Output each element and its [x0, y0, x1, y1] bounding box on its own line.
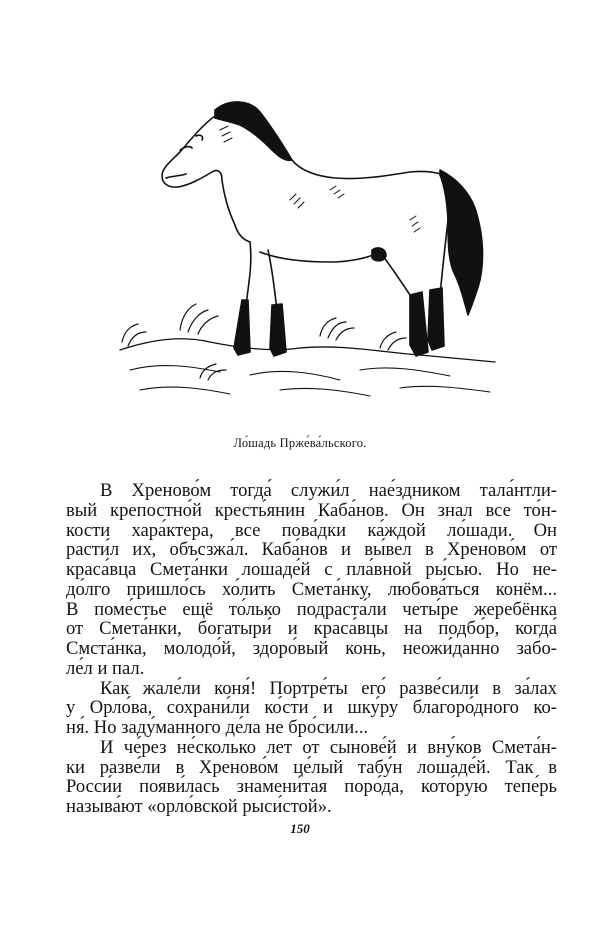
text-line: у Орло́ва, сохрани́ли ко́сти и шку́ру благоро́дного ко-	[66, 697, 557, 719]
body-text	[66, 481, 557, 817]
text-line: И че́рез не́сколько лет от сынове́й и вну́ков Смета́н-	[100, 736, 557, 758]
text-line: Как жале́ли коня́! Портре́ты его́ разве́сили в за́лах	[100, 677, 557, 699]
text-line: В поме́стье ещё то́лько подраста́ли четы́ре жеребёнка	[66, 598, 557, 620]
text-line: кости хара́ктера, все пова́дки ка́ждой ло́шади. Он	[66, 519, 557, 541]
text-line: до́лго пришло́сь хо́лить Смета́нку, любова́ться конём...	[66, 578, 557, 600]
text-line: краса́вца Смета́нки лошаде́й с пла́вной ры́сью. Но не-	[66, 559, 557, 580]
horse-illustration-icon	[110, 90, 500, 400]
text-line: от Смета́нки, богатыри́ и краса́вцы на подбо́р, когда́	[66, 618, 557, 640]
text-line: Росси́и появи́лась знамени́тая поро́да, кото́рую тепе́рь	[66, 776, 557, 798]
text-line: В Хреново́м тогда́ служи́л нае́здником тала́нтли-	[100, 480, 557, 501]
text-line: Смста́нка, молодо́й, здоро́вый конь, неожи́данно забо-	[66, 638, 557, 659]
figure-caption: Ло́шадь Прже́ва́льского.	[233, 436, 367, 450]
text-line: вый крепостно́й кресть́янин Каба́нов. Он знал все то́н-	[66, 499, 557, 521]
text-line: ле́л и пал.	[66, 657, 145, 679]
text-line: ня́. Но заду́манного де́ла не бро́сили...	[66, 717, 369, 738]
text-line: ки разве́ли в Хреново́м це́лый табу́н лошаде́й. Так в	[66, 756, 557, 778]
page-number: 150	[290, 821, 310, 836]
text-line: расти́л их, объсзжа́л. Каба́нов и вы́вел в Хреново́м от	[66, 539, 557, 561]
text-line: называ́ют «орло́вской рыси́стой».	[66, 796, 332, 817]
